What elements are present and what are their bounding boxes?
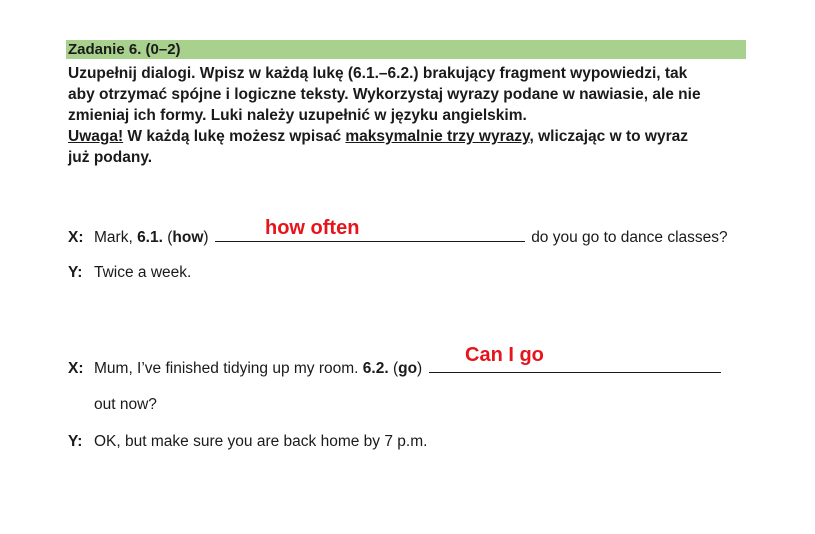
- task-instructions: [68, 63, 758, 168]
- instruction-line: już podany.: [68, 149, 153, 166]
- handwritten-answer-6-1: how often: [265, 217, 360, 239]
- keyword-how: how: [172, 229, 204, 246]
- instruction-line: Uzupełnij dialogi. Wpisz w każdą lukę (6.1.–6.2.) brakujący fragment wypowiedzi, tak: [68, 65, 688, 82]
- dialog2-x-prefix: Mum, I’ve finished tidying up my room.: [94, 360, 363, 377]
- dialog1-y-text: Twice a week.: [94, 264, 192, 281]
- paren-close: ): [417, 360, 423, 377]
- instruction-line: aby otrzymać spójne i logiczne teksty. Wykorzystaj wyrazy podane w nawiasie, ale nie: [68, 86, 701, 103]
- speaker-x: X:: [68, 360, 84, 377]
- speaker-x: X:: [68, 229, 84, 246]
- warning-limit: maksymalnie trzy wyrazy: [345, 128, 530, 145]
- answer-gap-6-1[interactable]: [215, 226, 525, 242]
- warning-line: [68, 126, 758, 147]
- warning-text: W każdą lukę możesz wpisać: [123, 128, 346, 145]
- paren-close: ): [203, 229, 209, 246]
- dialog2-y-text: OK, but make sure you are back home by 7 p.m.: [94, 433, 428, 450]
- warning-label: Uwaga!: [68, 128, 124, 145]
- dialog1-y-line: [68, 263, 191, 283]
- keyword-go: go: [398, 360, 418, 377]
- dialog2-y-line: [68, 432, 427, 452]
- speaker-y: Y:: [68, 433, 83, 450]
- speaker-y: Y:: [68, 264, 83, 281]
- paren-open: (: [388, 360, 399, 377]
- item-number-6-1: 6.1.: [137, 229, 163, 246]
- task-title: Zadanie 6. (0–2): [66, 40, 746, 59]
- handwritten-answer-6-2: Can I go: [465, 344, 544, 366]
- dialog2-x-line: [68, 357, 723, 379]
- dialog1-x-suffix: do you go to dance classes?: [531, 229, 728, 246]
- dialog2-x-continuation: out now?: [94, 396, 157, 413]
- dialog1-x-line: [68, 226, 728, 248]
- paren-open: (: [162, 229, 173, 246]
- instruction-line: zmieniaj ich formy. Luki należy uzupełnić w języku angielskim.: [68, 107, 527, 124]
- dialog1-x-prefix: Mark,: [94, 229, 138, 246]
- item-number-6-2: 6.2.: [362, 360, 389, 377]
- warning-text-end: , wliczając w to wyraz: [529, 128, 688, 145]
